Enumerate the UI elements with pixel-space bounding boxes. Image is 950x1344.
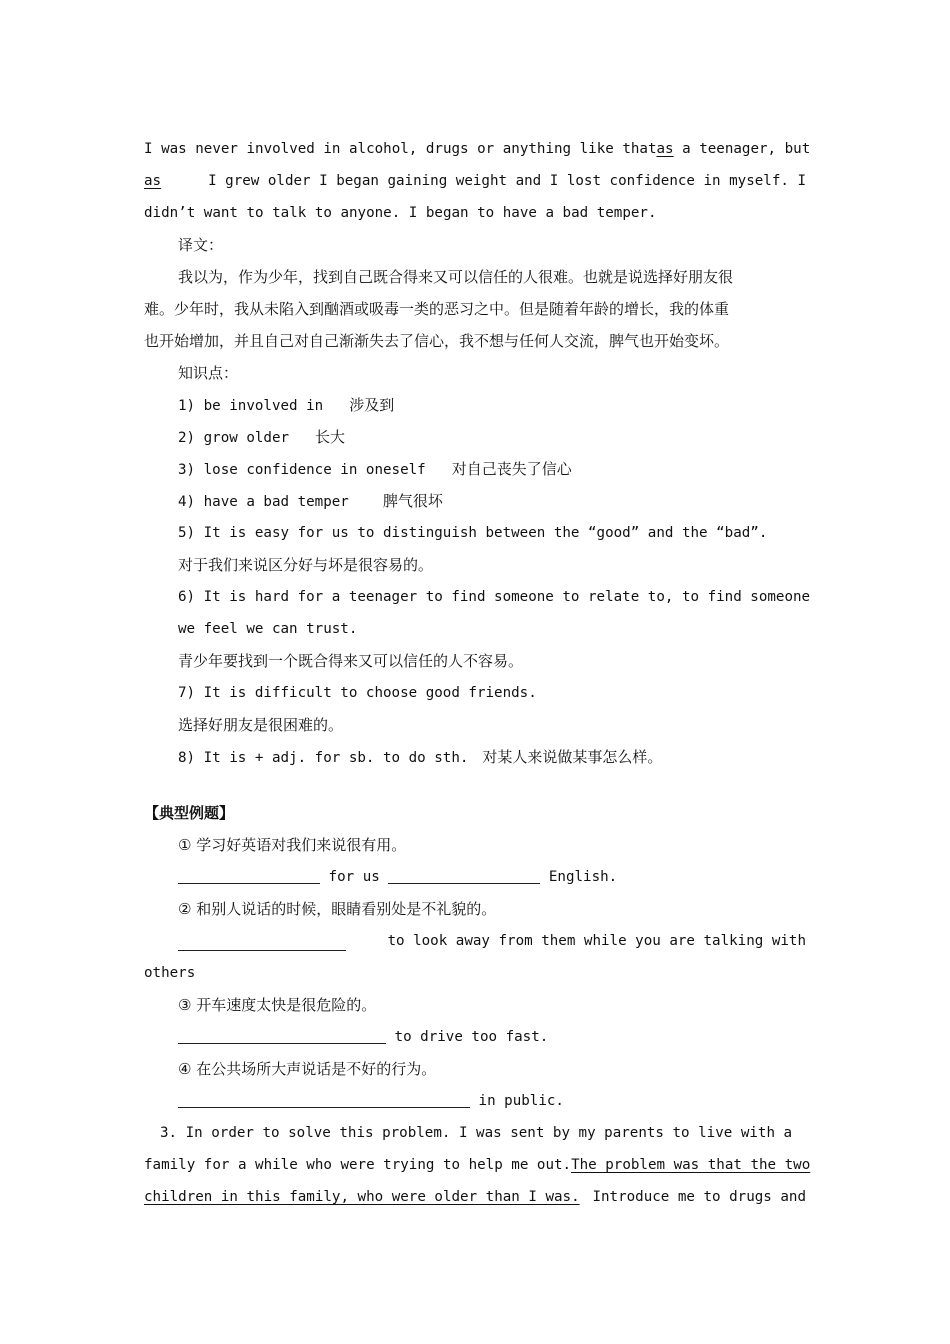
answer-blank[interactable] [388,865,540,884]
knowledge-point-3 [178,453,950,485]
point-chinese: 对自己丧失了信心 [451,460,572,478]
example-2-prompt: ② 和别人说话的时候，眼睛看别处是不礼貌的。 [178,900,497,918]
knowledge-point-7-translation: 选择好朋友是很困难的。 [178,716,344,734]
translation-line-2: 难。少年时，我从未陷入到酗酒或吸毒一类的恶习之中。但是随着年龄的增长，我的体重 [144,300,730,318]
underlined-sentence: The problem was that the two [571,1157,811,1173]
translation-line-1: 我以为，作为少年，找到自己既合得来又可以信任的人很难。也就是说选择好朋友很 [178,268,734,286]
point-english: 3) lose confidence in oneself [178,462,426,478]
point-chinese: 涉及到 [349,396,395,414]
underlined-word-as: as [656,141,674,157]
example-3-prompt: ③ 开车速度太快是很危险的。 [178,996,377,1014]
point-english: 6) It is hard for a teenager to find someone to relate to, to find someone [178,589,811,605]
answer-text: in public. [478,1093,564,1109]
point-english: 2) grow older [178,430,290,446]
knowledge-point-2 [178,421,950,453]
passage-line-2 [144,165,950,197]
answer-blank[interactable] [178,932,346,951]
passage3-line-2 [144,1149,950,1181]
answer-blank[interactable] [178,1025,386,1044]
knowledge-point-8 [178,741,950,773]
knowledge-point-5: 5) It is easy for us to distinguish between the “good” and the “bad”. [178,525,768,541]
knowledge-point-1 [178,389,950,421]
knowledge-label: 知识点： [178,364,239,382]
answer-text: to look away from them while you are talking with [387,933,806,949]
knowledge-point-5-translation: 对于我们来说区分好与坏是很容易的。 [178,556,434,574]
passage-text: I was never involved in alcohol, drugs or anything like that [144,141,657,157]
passage3-line-1 [160,1117,950,1149]
example-1-answer-line [178,861,950,893]
passage-line-3: didn’t want to talk to anyone. I began to have a bad temper. [144,205,657,221]
translation-label: 译文： [178,236,224,254]
underlined-sentence: children in this family, who were older than I was. [144,1189,580,1205]
answer-blank[interactable] [178,865,320,884]
passage3-line-3 [144,1181,950,1213]
example-2-answer-line [178,925,950,957]
knowledge-point-7: 7) It is difficult to choose good friends. [178,685,537,701]
point-english: 1) be involved in [178,398,324,414]
example-4-prompt: ④ 在公共场所大声说话是不好的行为。 [178,1060,437,1078]
answer-blank[interactable] [178,1089,470,1108]
passage-line-1 [144,133,950,165]
passage-text: I grew older I began gaining weight and I lost confidence in myself. I [208,173,806,189]
knowledge-point-6-cont: we feel we can trust. [178,621,358,637]
passage-text: family for a while who were trying to help me out. [144,1157,572,1173]
point-chinese: 对某人来说做某事怎么样。 [482,748,663,766]
point-english: 4) have a bad temper [178,494,349,510]
knowledge-point-6-translation: 青少年要找到一个既合得来又可以信任的人不容易。 [178,652,524,670]
example-1-prompt: ① 学习好英语对我们来说很有用。 [178,836,407,854]
examples-heading: 【典型例题】 [144,804,235,822]
example-4-answer-line [178,1085,950,1117]
answer-text: to drive too fast. [394,1029,549,1045]
knowledge-point-4 [178,485,950,517]
point-chinese: 脾气很坏 [382,492,443,510]
translation-line-3: 也开始增加，并且自己对自己渐渐失去了信心，我不想与任何人交流，脾气也开始变坏。 [144,332,730,350]
point-chinese: 长大 [315,428,346,446]
point-english: 8) It is + adj. for sb. to do sth. [178,750,469,766]
answer-text: English. [548,869,618,885]
example-2-answer-cont: others [144,965,196,981]
example-3-answer-line [178,1021,950,1053]
passage-text: 3. In order to solve this problem. I was sent by my parents to live with a [160,1125,793,1141]
underlined-word-as: as [144,173,162,189]
answer-text: for us [328,869,380,885]
knowledge-point-6 [178,581,950,613]
passage-text: a teenager, but [682,141,811,157]
passage-text: Introduce me to drugs and [592,1189,806,1205]
